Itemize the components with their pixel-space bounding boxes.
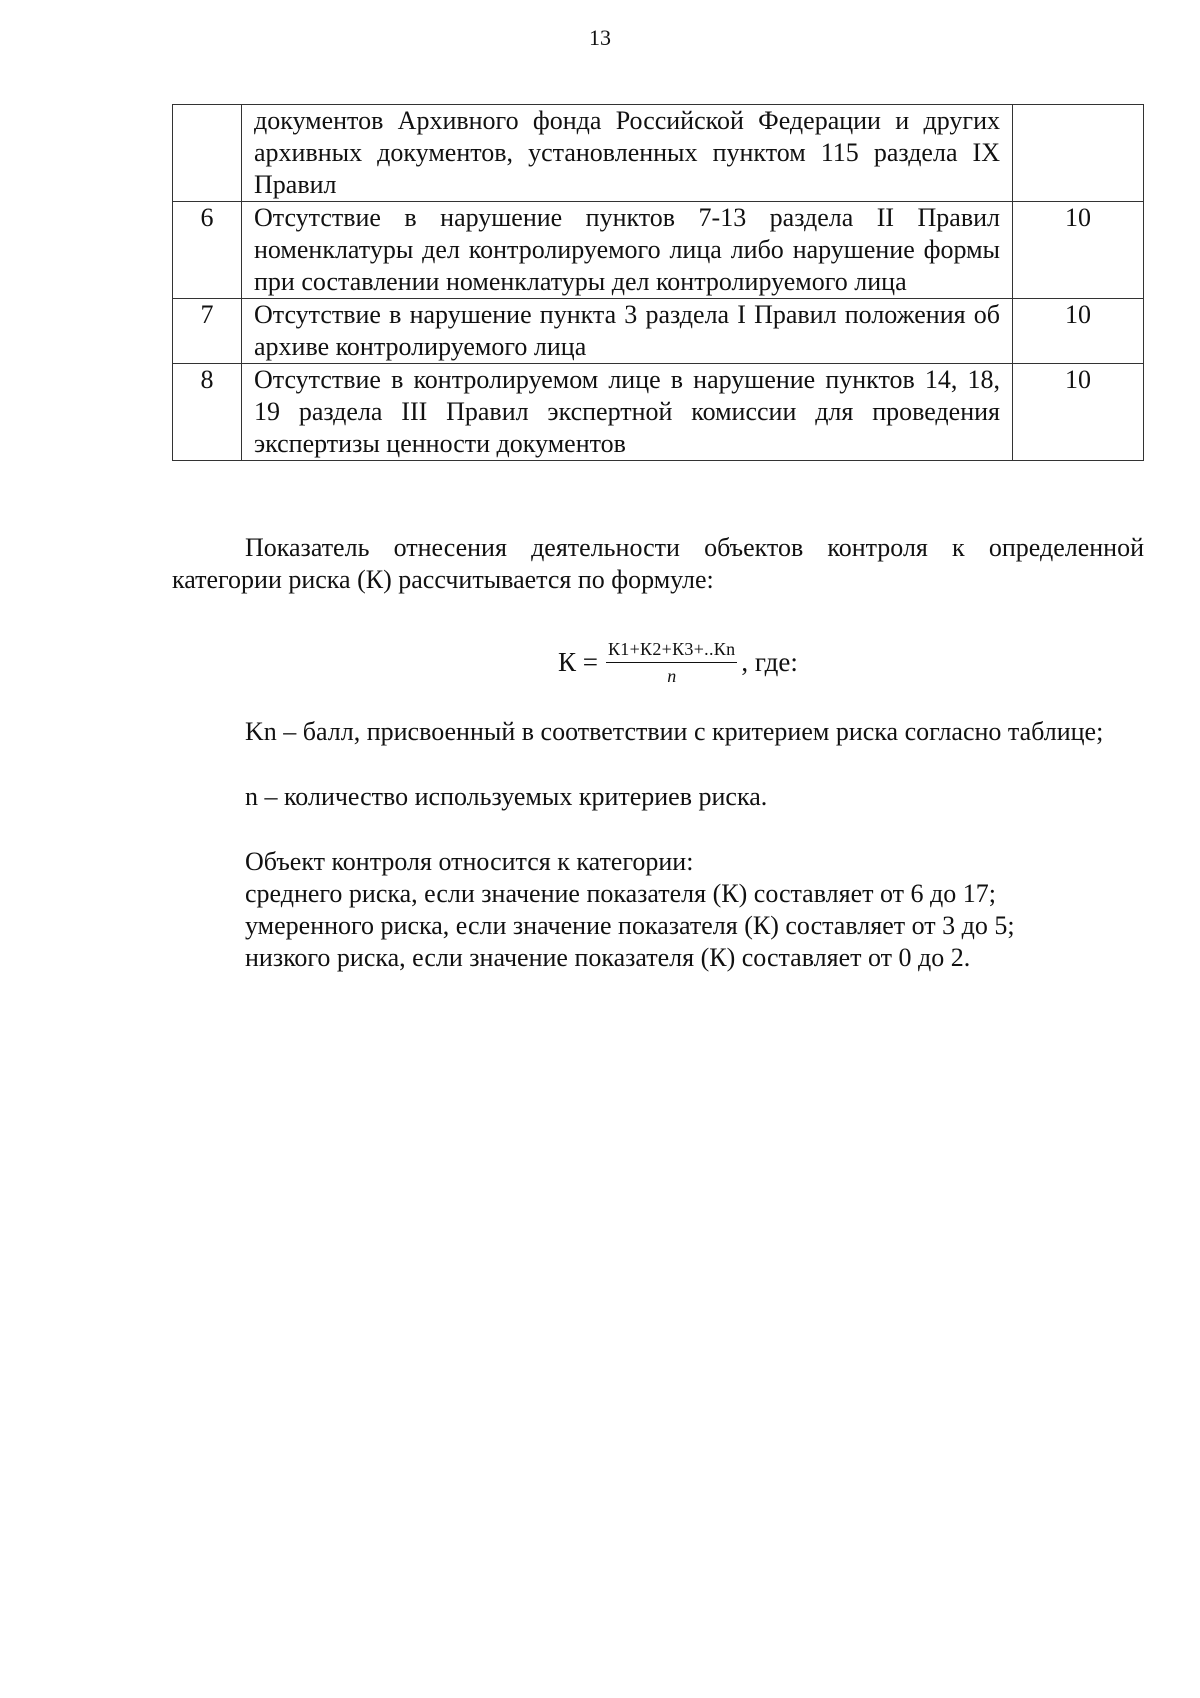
categories-heading: Объект контроля относится к категории: — [245, 847, 694, 876]
page-number: 13 — [589, 25, 611, 50]
row-score: 10 — [1013, 299, 1144, 364]
table-row — [173, 364, 1144, 461]
category-moderate-risk: умеренного риска, если значение показателя (К) составляет от 3 до 5; — [245, 911, 1015, 940]
n-definition: n – количество используемых критериев риска. — [245, 782, 768, 811]
row-score — [1013, 105, 1144, 202]
table-row — [173, 202, 1144, 299]
formula-denominator: n — [667, 665, 677, 686]
criterion-text: Отсутствие в контролируемом лице в нарушение пунктов 14, 18, 19 раздела III Правил экспертной комиссии для проведения экспертизы ценности документов — [242, 364, 1013, 461]
row-number: 6 — [173, 202, 242, 299]
row-score: 10 — [1013, 202, 1144, 299]
criterion-text: Отсутствие в нарушение пунктов 7-13 раздела II Правил номенклатуры дел контролируемого лица либо нарушение формы при составлении номенклатуры дел контролируемого лица — [242, 202, 1013, 299]
formula-tail: , где: — [741, 646, 798, 677]
formula-numerator: К1+К2+К3+..Кn — [606, 638, 737, 663]
row-score: 10 — [1013, 364, 1144, 461]
formula-fraction — [606, 638, 737, 687]
risk-criteria-table — [172, 104, 1144, 461]
criterion-text: Отсутствие в нарушение пункта 3 раздела I Правил положения об архиве контролируемого лица — [242, 299, 1013, 364]
table-row — [173, 299, 1144, 364]
table-row — [173, 105, 1144, 202]
criterion-text: документов Архивного фонда Российской Федерации и других архивных документов, установленных пунктом 115 раздела IX Правил — [242, 105, 1013, 202]
category-low-risk: низкого риска, если значение показателя (К) составляет от 0 до 2. — [245, 943, 971, 972]
row-number: 7 — [173, 299, 242, 364]
risk-formula — [558, 634, 798, 690]
row-number: 8 — [173, 364, 242, 461]
intro-paragraph: Показатель отнесения деятельности объектов контроля к определенной категории риска (К) рассчитывается по формуле: — [172, 533, 1144, 594]
category-medium-risk: среднего риска, если значение показателя (К) составляет от 6 до 17; — [245, 879, 996, 908]
kn-definition: Kn – балл, присвоенный в соответствии с критерием риска согласно таблице; — [245, 717, 1104, 746]
row-number — [173, 105, 242, 202]
formula-lhs: К = — [558, 646, 598, 677]
